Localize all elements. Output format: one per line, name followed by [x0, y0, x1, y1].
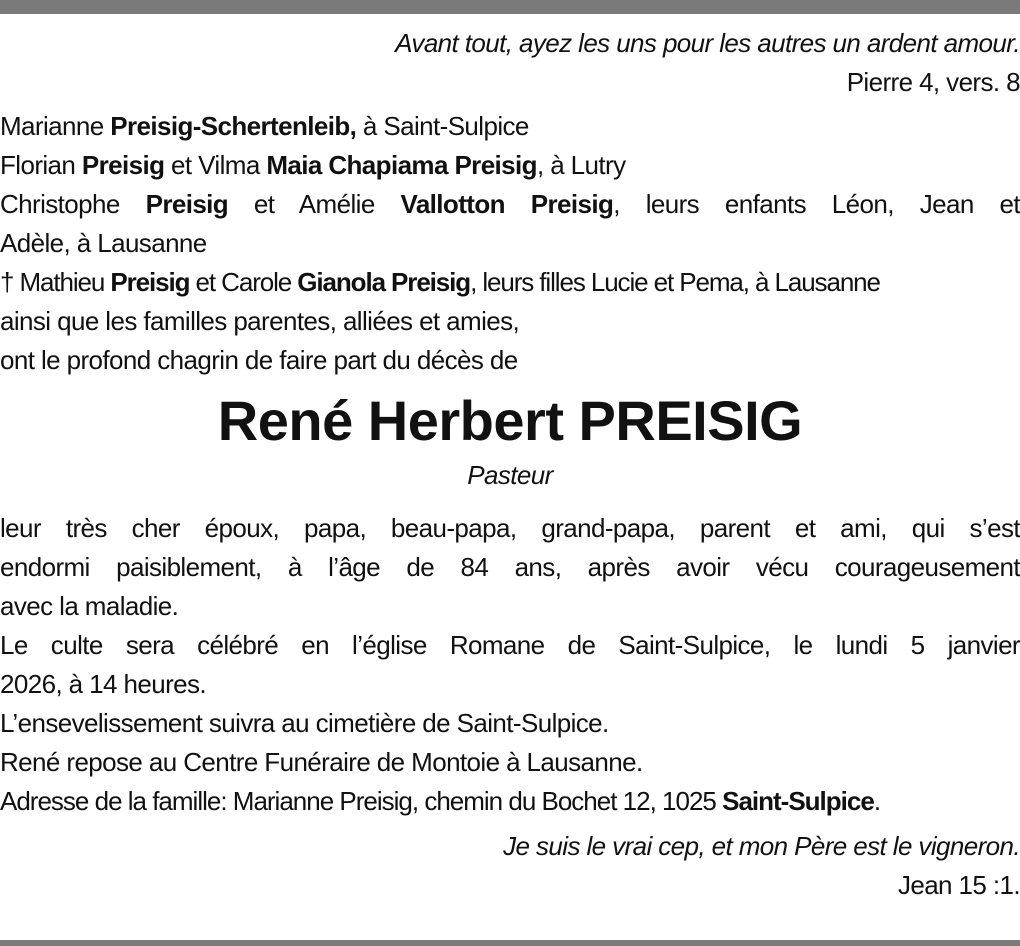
family-member-2-place: , à Lutry	[536, 150, 626, 180]
body-p2-line2: 2026, à 14 heures.	[0, 669, 207, 699]
deceased-name: René Herbert PREISIG	[217, 389, 803, 452]
family-member-1-place: à Saint-Sulpice	[356, 111, 529, 141]
bottom-rule	[0, 940, 1020, 946]
header-quote: Avant tout, ayez les uns pour les autres un ardent amour.	[395, 28, 1020, 58]
family-member-2-partner-surname: Maia Chapiama Preisig	[266, 150, 537, 180]
family-member-4-first: † Mathieu	[0, 267, 111, 297]
family-member-2-partner: et Vilma	[164, 150, 267, 180]
body-p5	[0, 782, 1020, 821]
family-member-3-partner: et Amélie	[228, 189, 401, 219]
family-address-end: .	[873, 786, 881, 816]
family-member-2	[0, 146, 1020, 185]
family-member-3-children: , leurs enfants Léon, Jean et	[613, 189, 1020, 219]
top-rule	[0, 0, 1020, 14]
family-extra: ainsi que les familles parentes, alliées et amies,	[0, 306, 520, 336]
family-member-2-surname: Preisig	[81, 150, 165, 180]
family-member-4-partner-surname: Gianola Preisig	[297, 267, 471, 297]
body-p2-line1: Le culte sera célébré en l’église Romane de Saint-Sulpice, le lundi 5 janvier	[0, 630, 1020, 660]
family-address-locality: Saint-Sulpice	[722, 786, 874, 816]
body-p3: L’ensevelissement suivra au cimetière de Saint-Sulpice.	[0, 708, 609, 738]
family-member-3-continued: Adèle, à Lausanne	[0, 228, 207, 258]
family-member-1-surname: Preisig-Schertenleib,	[110, 111, 357, 141]
family-member-2-first: Florian	[0, 150, 82, 180]
family-member-3-partner-surname: Vallotton Preisig	[400, 189, 614, 219]
family-member-4-children: , leurs filles Lucie et Pema, à Lausanne	[470, 267, 880, 297]
body-p1-line3: avec la maladie.	[0, 591, 179, 621]
family-member-1-first: Marianne	[0, 111, 111, 141]
body-p1-line2: endormi paisiblement, à l’âge de 84 ans, après avoir vécu courageusement	[0, 552, 1020, 582]
family-member-3-first: Christophe	[0, 189, 146, 219]
announcement: ont le profond chagrin de faire part du décès de	[0, 345, 518, 375]
body-p1-line1: leur très cher époux, papa, beau-papa, grand-papa, parent et ami, qui s’est	[0, 513, 1020, 543]
deceased-title: Pasteur	[467, 460, 553, 490]
family-member-4	[0, 263, 1020, 302]
body-p4: René repose au Centre Funéraire de Montoie à Lausanne.	[0, 747, 643, 777]
family-member-4-surname: Preisig	[110, 267, 190, 297]
family-member-4-partner: et Carole	[189, 267, 298, 297]
family-member-3	[0, 185, 1020, 224]
footer-quote: Je suis le vrai cep, et mon Père est le vigneron.	[503, 831, 1020, 861]
footer-quote-reference: Jean 15 :1.	[897, 870, 1020, 900]
obituary-notice	[0, 24, 1020, 905]
family-member-3-surname: Preisig	[145, 189, 229, 219]
family-address: Adresse de la famille: Marianne Preisig, chemin du Bochet 12, 1025	[0, 786, 723, 816]
header-quote-reference: Pierre 4, vers. 8	[846, 67, 1020, 97]
family-member-1	[0, 107, 1020, 146]
